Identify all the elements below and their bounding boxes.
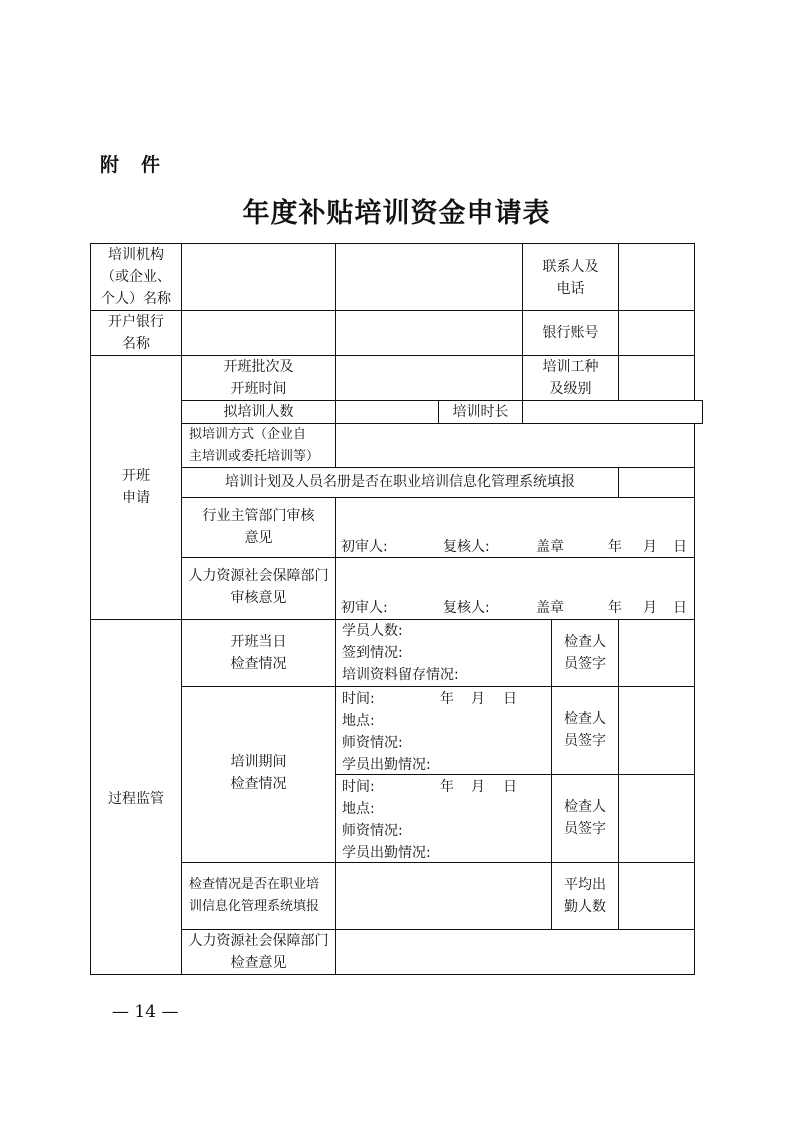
check-2-time-label: 时间: (342, 779, 375, 795)
hr-month: 月 (643, 600, 657, 616)
industry-first-reviewer: 初审人: (341, 539, 388, 555)
industry-day: 日 (673, 539, 687, 555)
check-2-year: 年 (440, 779, 454, 795)
planned-count-label: 拟培训人数 (223, 404, 294, 420)
bank-account-value[interactable] (618, 310, 695, 356)
hr-check-label: 人力资源社会保障部门 检查意见 (188, 933, 329, 971)
bank-account-label: 银行账号 (542, 325, 599, 341)
check-1-sign-value[interactable] (618, 686, 695, 775)
trade-level-label: 培训工种 及级别 (542, 359, 599, 397)
check-system-label: 检查情况是否在职业培 训信息化管理系统填报 (189, 877, 320, 914)
hr-stamp: 盖章 (536, 600, 564, 616)
check-1-time-label: 时间: (342, 691, 375, 707)
org-name-value[interactable] (181, 243, 336, 311)
check-2-items: 地点: 师资情况: 学员出勤情况: (342, 801, 431, 861)
system-fill-label: 培训计划及人员名册是否在职业培训信息化管理系统填报 (225, 474, 575, 490)
class-apply-label: 开班 申请 (122, 468, 150, 506)
hr-second-reviewer: 复核人: (443, 600, 490, 616)
industry-second-reviewer: 复核人: (443, 539, 490, 555)
check-2-month: 月 (471, 779, 485, 795)
hr-review-value[interactable] (335, 557, 695, 620)
page-number: — 14 — (112, 1002, 179, 1022)
check-system-value[interactable] (335, 862, 552, 930)
hr-check-value[interactable] (335, 929, 695, 975)
check-1-sign-label: 检查人 员签字 (564, 711, 606, 749)
industry-review-label: 行业主管部门审核 意见 (202, 508, 315, 546)
avg-attendance-value[interactable] (618, 862, 695, 930)
form-title: 年度补贴培训资金申请表 (242, 198, 551, 229)
industry-stamp: 盖章 (536, 539, 564, 555)
hr-first-reviewer: 初审人: (341, 600, 388, 616)
planned-count-value[interactable] (335, 400, 439, 424)
org-name-value-2[interactable] (335, 243, 523, 311)
check-2-day: 日 (503, 779, 517, 795)
industry-year: 年 (608, 539, 622, 555)
system-fill-value[interactable] (618, 467, 695, 498)
batch-time-value[interactable] (335, 355, 523, 401)
check-2-sign-label: 检查人 员签字 (564, 799, 606, 837)
contact-label: 联系人及 电话 (542, 259, 599, 297)
contact-value[interactable] (618, 243, 695, 311)
method-value[interactable] (335, 423, 695, 468)
opening-day-label: 开班当日 检查情况 (230, 634, 287, 672)
process-label: 过程监管 (108, 791, 164, 807)
bank-name-value[interactable] (181, 310, 336, 356)
trade-level-value[interactable] (618, 355, 695, 401)
duration-value[interactable] (522, 400, 703, 424)
bank-name-label: 开户银行 名称 (108, 314, 164, 352)
check-1-items: 地点: 师资情况: 学员出勤情况: (342, 713, 431, 773)
opening-sign-value[interactable] (618, 619, 695, 687)
batch-time-label: 开班批次及 开班时间 (223, 359, 294, 397)
opening-day-items: 学员人数: 签到情况: 培训资料留存情况: (342, 623, 459, 683)
during-label: 培训期间 检查情况 (230, 754, 287, 792)
hr-review-label: 人力资源社会保障部门 审核意见 (188, 568, 329, 606)
industry-month: 月 (643, 539, 657, 555)
bank-name-value-2[interactable] (335, 310, 523, 356)
attachment-label: 附件 (100, 154, 183, 176)
hr-year: 年 (608, 600, 622, 616)
industry-review-value[interactable] (335, 497, 695, 558)
check-2-sign-value[interactable] (618, 774, 695, 863)
org-name-label: 培训机构 （或企业、 个人）名称 (101, 247, 171, 307)
opening-sign-label: 检查人 员签字 (564, 634, 606, 672)
method-label: 拟培训方式（企业自 主培训或委托培训等） (189, 427, 320, 464)
check-1-day: 日 (503, 691, 517, 707)
hr-day: 日 (673, 600, 687, 616)
duration-label: 培训时长 (452, 404, 509, 420)
check-1-year: 年 (440, 691, 454, 707)
avg-attendance-label: 平均出 勤人数 (564, 877, 606, 915)
check-1-month: 月 (471, 691, 485, 707)
